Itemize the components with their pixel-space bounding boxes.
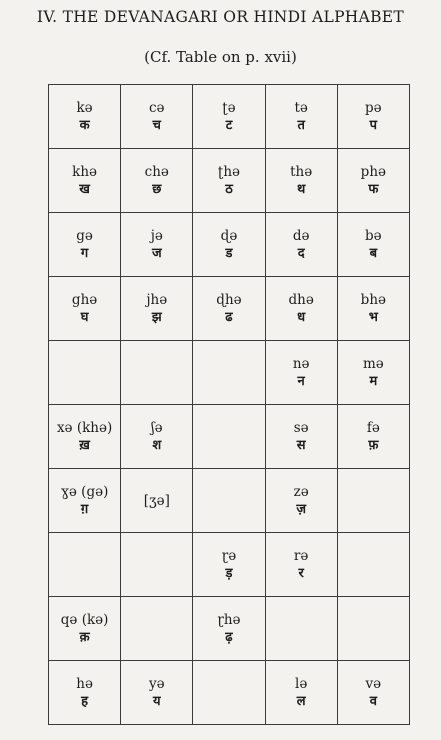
transliteration-label: bə: [365, 227, 382, 244]
table-cell: [49, 85, 121, 149]
devanagari-letter: ठ: [225, 181, 233, 197]
table-cell: [49, 597, 121, 661]
table-cell: [337, 533, 409, 597]
devanagari-letter: य: [153, 693, 161, 709]
table-cell: [265, 277, 337, 341]
transliteration-label: zə: [293, 483, 309, 500]
table-cell: [121, 405, 193, 469]
table-cell: [337, 213, 409, 277]
table-cell: [265, 405, 337, 469]
table-cell: [193, 149, 265, 213]
devanagari-letter: ल: [296, 693, 306, 709]
devanagari-letter: स: [296, 437, 306, 453]
table-cell: [49, 661, 121, 725]
table-cell: [265, 213, 337, 277]
devanagari-letter: छ: [152, 181, 162, 197]
transliteration-label: də: [292, 227, 310, 244]
table-row: [49, 533, 410, 597]
devanagari-letter: न: [297, 373, 305, 389]
table-row: [49, 661, 410, 725]
devanagari-letter: ग: [80, 245, 89, 261]
devanagari-letter: ग़: [80, 501, 89, 517]
table-cell: [49, 533, 121, 597]
devanagari-letter: क़: [79, 629, 90, 645]
table-cell: [49, 277, 121, 341]
transliteration-label: lə: [295, 675, 308, 692]
transliteration-label: ghə: [71, 291, 98, 308]
table-cell: [49, 405, 121, 469]
devanagari-letter: ख़: [79, 437, 90, 453]
table-cell: [121, 149, 193, 213]
table-cell: [337, 469, 409, 533]
transliteration-label: ʈhə: [217, 163, 241, 180]
devanagari-letter: ब: [369, 245, 378, 261]
transliteration-label: phə: [360, 163, 386, 180]
table-cell: [337, 597, 409, 661]
alphabet-table-body: [49, 85, 410, 725]
table-cell: [265, 661, 337, 725]
table-cell: [49, 213, 121, 277]
table-cell: [49, 469, 121, 533]
transliteration-label: hə: [76, 675, 93, 692]
table-row: [49, 597, 410, 661]
transliteration-label: sə: [293, 419, 309, 436]
table-cell: [121, 533, 193, 597]
transliteration-label: ɣə (gə): [60, 483, 109, 500]
devanagari-letter: व: [369, 693, 377, 709]
devanagari-letter: थ: [297, 181, 306, 197]
devanagari-letter: ख: [79, 181, 90, 197]
table-cell: [49, 149, 121, 213]
table-cell: [337, 85, 409, 149]
table-cell: [265, 469, 337, 533]
table-row: [49, 469, 410, 533]
devanagari-letter: फ: [368, 181, 379, 197]
transliteration-label: ʃə: [150, 419, 163, 436]
table-cell: [265, 533, 337, 597]
devanagari-letter: ज़: [296, 501, 306, 517]
table-cell: [193, 213, 265, 277]
table-cell: [337, 149, 409, 213]
transliteration-label: jə: [150, 227, 163, 244]
table-cell: [121, 277, 193, 341]
devanagari-letter: ढ़: [225, 629, 233, 645]
transliteration-label: yə: [148, 675, 165, 692]
devanagari-letter: फ़: [368, 437, 379, 453]
devanagari-letter: ड़: [225, 565, 233, 581]
transliteration-label: kə: [76, 99, 93, 116]
transliteration-label: pə: [365, 99, 382, 116]
devanagari-letter: ज: [151, 245, 162, 261]
page-subtitle: (Cf. Table on p. xvii): [144, 48, 297, 66]
transliteration-label: və: [365, 675, 382, 692]
transliteration-label: tə: [294, 99, 308, 116]
transliteration-label: dhə: [288, 291, 314, 308]
table-cell: [121, 469, 193, 533]
transliteration-label: fə: [366, 419, 380, 436]
transliteration-label: ɽhə: [217, 611, 241, 628]
table-cell: [121, 341, 193, 405]
devanagari-letter: द: [297, 245, 305, 261]
transliteration-label: mə: [362, 355, 384, 372]
transliteration-label: jhə: [146, 291, 168, 308]
table-cell: [337, 341, 409, 405]
table-row: [49, 213, 410, 277]
table-row: [49, 405, 410, 469]
table-cell: [193, 85, 265, 149]
devanagari-letter: झ: [151, 309, 162, 325]
devanagari-letter: ढ: [225, 309, 233, 325]
table-cell: [265, 149, 337, 213]
table-cell: [265, 85, 337, 149]
table-cell: [193, 597, 265, 661]
table-cell: [193, 277, 265, 341]
table-row: [49, 277, 410, 341]
transliteration-label: qə (kə): [60, 611, 109, 628]
table-row: [49, 85, 410, 149]
devanagari-letter: क: [79, 117, 90, 133]
table-cell: [337, 661, 409, 725]
transliteration-label: [ʒə]: [143, 492, 170, 509]
transliteration-label: ɖə: [220, 227, 238, 244]
table-row: [49, 341, 410, 405]
devanagari-letter: श: [152, 437, 162, 453]
transliteration-label: gə: [76, 227, 93, 244]
table-cell: [337, 405, 409, 469]
table-cell: [121, 597, 193, 661]
table-cell: [121, 661, 193, 725]
table-cell: [193, 469, 265, 533]
table-cell: [265, 341, 337, 405]
table-cell: [193, 405, 265, 469]
transliteration-label: ɖhə: [216, 291, 242, 308]
devanagari-letter: प: [369, 117, 378, 133]
transliteration-label: nə: [292, 355, 310, 372]
devanagari-letter: ह: [81, 693, 89, 709]
devanagari-letter: च: [152, 117, 161, 133]
page-title: IV. THE DEVANAGARI OR HINDI ALPHABET: [36, 8, 405, 26]
table-row: [49, 149, 410, 213]
transliteration-label: bhə: [360, 291, 386, 308]
devanagari-letter: घ: [80, 309, 89, 325]
transliteration-label: thə: [290, 163, 313, 180]
transliteration-label: xə (khə): [56, 419, 113, 436]
devanagari-letter: त: [297, 117, 305, 133]
table-cell: [121, 213, 193, 277]
transliteration-label: khə: [72, 163, 98, 180]
transliteration-label: cə: [149, 99, 165, 116]
table-cell: [193, 661, 265, 725]
devanagari-letter: ड: [225, 245, 233, 261]
transliteration-label: ɽə: [221, 547, 237, 564]
table-cell: [193, 341, 265, 405]
table-cell: [49, 341, 121, 405]
devanagari-letter: ट: [225, 117, 233, 133]
table-cell: [121, 85, 193, 149]
table-cell: [265, 597, 337, 661]
devanagari-letter: ध: [297, 309, 306, 325]
devanagari-letter: म: [369, 373, 378, 389]
transliteration-label: chə: [144, 163, 169, 180]
alphabet-table: [48, 84, 410, 725]
transliteration-label: rə: [293, 547, 309, 564]
devanagari-letter: र: [298, 565, 304, 581]
devanagari-letter: भ: [368, 309, 378, 325]
table-cell: [337, 277, 409, 341]
transliteration-label: ʈə: [222, 99, 236, 116]
table-cell: [193, 533, 265, 597]
